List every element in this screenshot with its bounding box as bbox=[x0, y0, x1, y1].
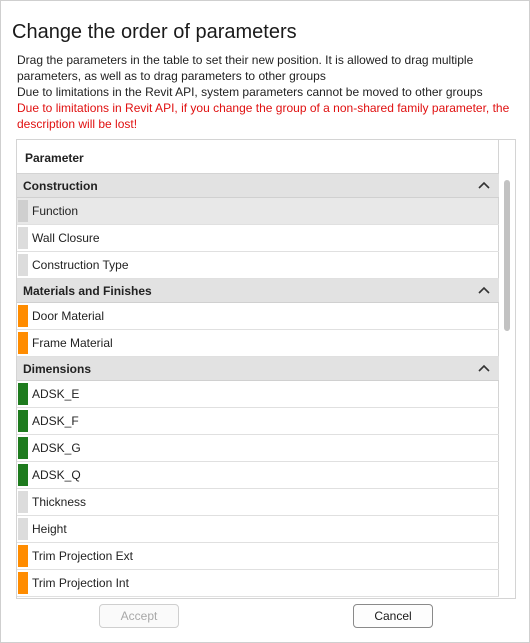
table-row[interactable] bbox=[17, 330, 499, 357]
group-label: Construction bbox=[23, 179, 98, 193]
parameter-name: Frame Material bbox=[32, 336, 113, 350]
chevron-up-icon[interactable] bbox=[478, 363, 490, 373]
chevron-up-icon[interactable] bbox=[478, 285, 490, 295]
table-row[interactable] bbox=[17, 303, 499, 330]
row-border bbox=[498, 225, 499, 251]
group-label: Materials and Finishes bbox=[23, 284, 152, 298]
info-system-parameters: Due to limitations in the Revit API, system parameters cannot be moved to other groups bbox=[17, 85, 483, 99]
parameter-type-marker bbox=[18, 305, 28, 327]
row-border bbox=[498, 489, 499, 515]
parameter-type-marker bbox=[18, 491, 28, 513]
row-border bbox=[498, 570, 499, 596]
parameter-type-marker bbox=[18, 200, 28, 222]
parameters-grid[interactable] bbox=[16, 139, 516, 599]
parameter-name: Thickness bbox=[32, 495, 87, 509]
table-row[interactable] bbox=[17, 225, 499, 252]
parameter-type-marker bbox=[18, 464, 28, 486]
grid-rows bbox=[17, 174, 499, 597]
parameter-name: Trim Projection Ext bbox=[32, 549, 133, 563]
table-row[interactable] bbox=[17, 462, 499, 489]
parameter-name: ADSK_Q bbox=[32, 468, 81, 482]
column-separator bbox=[498, 140, 499, 173]
table-row[interactable] bbox=[17, 435, 499, 462]
table-row[interactable] bbox=[17, 408, 499, 435]
parameter-name: Construction Type bbox=[32, 258, 129, 272]
parameter-name: Trim Projection Int bbox=[32, 576, 129, 590]
row-border bbox=[498, 252, 499, 278]
row-border bbox=[498, 303, 499, 329]
parameter-name: Wall Closure bbox=[32, 231, 100, 245]
parameter-name: ADSK_E bbox=[32, 387, 80, 401]
group-row-construction[interactable] bbox=[17, 174, 499, 198]
parameter-name: Function bbox=[32, 204, 79, 218]
row-border bbox=[498, 330, 499, 356]
parameter-type-marker bbox=[18, 254, 28, 276]
table-row[interactable] bbox=[17, 489, 499, 516]
row-border bbox=[498, 543, 499, 569]
parameter-name: ADSK_F bbox=[32, 414, 79, 428]
parameter-type-marker bbox=[18, 545, 28, 567]
table-row[interactable] bbox=[17, 381, 499, 408]
vertical-scrollbar[interactable] bbox=[500, 174, 514, 598]
parameter-name: Height bbox=[32, 522, 67, 536]
parameter-type-marker bbox=[18, 227, 28, 249]
group-row-dimensions[interactable] bbox=[17, 357, 499, 381]
parameter-name: Door Material bbox=[32, 309, 105, 323]
info-drag-instructions: Drag the parameters in the table to set their new position. It is allowed to drag multiple parameters, as well as to drag parameters to other groups bbox=[17, 53, 474, 83]
accept-button[interactable]: Accept bbox=[99, 604, 179, 628]
table-row[interactable] bbox=[17, 570, 499, 597]
grid-header bbox=[17, 140, 499, 174]
row-border bbox=[498, 435, 499, 461]
cancel-button[interactable]: Cancel bbox=[353, 604, 433, 628]
dialog-title: Change the order of parameters bbox=[12, 21, 297, 43]
parameter-type-marker bbox=[18, 518, 28, 540]
parameter-type-marker bbox=[18, 383, 28, 405]
group-label: Dimensions bbox=[23, 362, 92, 376]
table-row[interactable] bbox=[17, 543, 499, 570]
group-row-materials-and-finishes[interactable] bbox=[17, 279, 499, 303]
warning-description-loss: Due to limitations in Revit API, if you change the group of a non-shared family parameter, the description will be lost! bbox=[17, 101, 510, 131]
row-border bbox=[498, 381, 499, 407]
chevron-up-icon[interactable] bbox=[478, 180, 490, 190]
scrollbar-thumb[interactable] bbox=[504, 180, 510, 331]
parameter-type-marker bbox=[18, 437, 28, 459]
row-border bbox=[498, 198, 499, 224]
row-border bbox=[498, 408, 499, 434]
parameter-type-marker bbox=[18, 572, 28, 594]
parameter-type-marker bbox=[18, 332, 28, 354]
table-row[interactable] bbox=[17, 198, 499, 225]
parameter-type-marker bbox=[18, 410, 28, 432]
row-border bbox=[498, 516, 499, 542]
parameter-name: ADSK_G bbox=[32, 441, 81, 455]
table-row[interactable] bbox=[17, 516, 499, 543]
column-header-parameter[interactable]: Parameter bbox=[25, 151, 84, 165]
row-border bbox=[498, 462, 499, 488]
table-row[interactable] bbox=[17, 252, 499, 279]
